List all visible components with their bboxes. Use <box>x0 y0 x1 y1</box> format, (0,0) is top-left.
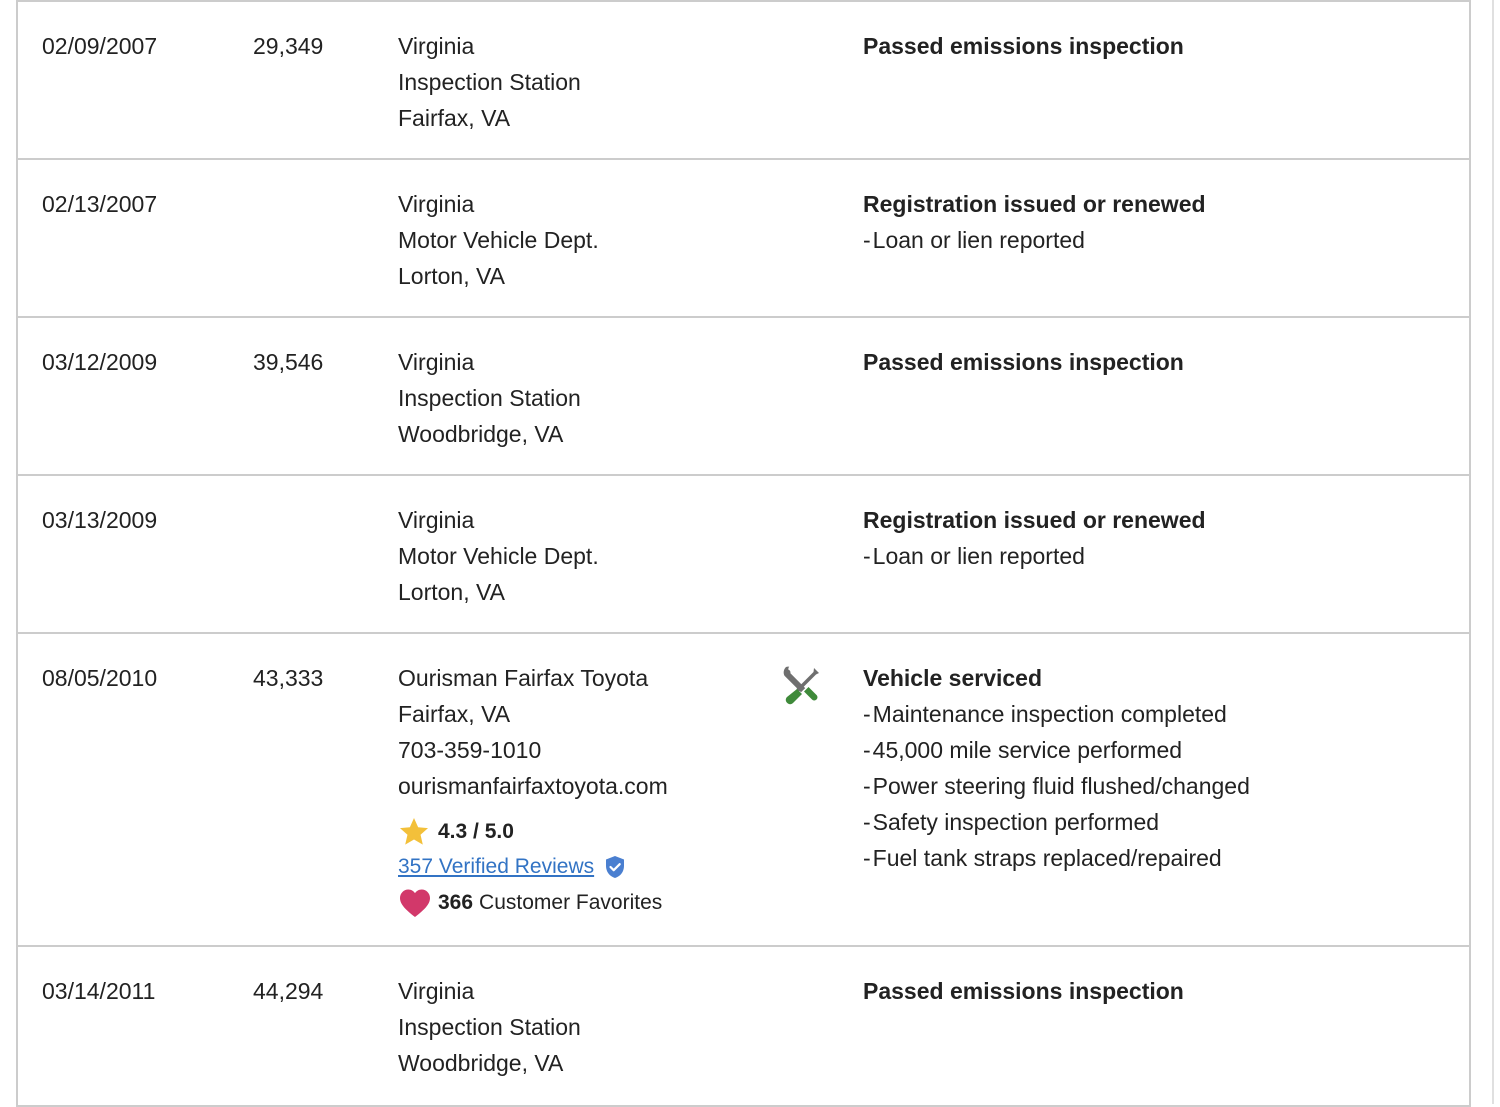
history-row <box>18 476 1469 634</box>
record-details <box>863 28 1184 64</box>
record-mileage: 29,349 <box>253 33 324 59</box>
record-date: 03/13/2009 <box>42 507 158 533</box>
dealer-website[interactable]: ourismanfairfaxtoyota.com <box>398 773 668 799</box>
record-source <box>398 28 581 136</box>
history-row <box>18 318 1469 476</box>
customer-favorites <box>398 884 668 922</box>
record-detail-item: - Power steering fluid flushed/changed <box>863 768 1250 804</box>
dealer-name: Ourisman Fairfax Toyota <box>398 665 649 691</box>
source-line: Virginia <box>398 191 475 217</box>
record-mileage: 43,333 <box>253 665 324 691</box>
history-row <box>18 634 1469 947</box>
record-date: 02/09/2007 <box>42 33 158 59</box>
dealer-rating-block <box>398 814 668 922</box>
source-line: Lorton, VA <box>398 579 505 605</box>
history-row <box>18 160 1469 318</box>
source-line: Motor Vehicle Dept. <box>398 543 599 569</box>
record-source <box>398 186 599 294</box>
record-title: Registration issued or renewed <box>863 507 1206 533</box>
reviews-row <box>398 850 668 884</box>
source-line: Motor Vehicle Dept. <box>398 227 599 253</box>
favorites-count: 366 <box>438 891 474 914</box>
record-details <box>863 660 1250 876</box>
record-date: 03/12/2009 <box>42 349 158 375</box>
record-title: Passed emissions inspection <box>863 349 1184 375</box>
record-title: Passed emissions inspection <box>863 33 1184 59</box>
record-source <box>398 502 599 610</box>
record-title: Registration issued or renewed <box>863 191 1206 217</box>
heart-icon <box>398 887 432 919</box>
record-date: 08/05/2010 <box>42 665 158 691</box>
vehicle-history-table <box>16 0 1471 1107</box>
dealer-rating <box>398 814 668 850</box>
record-details <box>863 973 1184 1009</box>
favorites-label: Customer Favorites <box>479 891 663 914</box>
record-title: Vehicle serviced <box>863 665 1043 691</box>
star-icon <box>398 816 430 848</box>
source-line: Virginia <box>398 507 475 533</box>
source-line: Fairfax, VA <box>398 105 511 131</box>
verified-reviews-link[interactable]: 357 Verified Reviews <box>398 855 595 878</box>
record-mileage: 39,546 <box>253 349 324 375</box>
source-line: Virginia <box>398 33 475 59</box>
record-title: Passed emissions inspection <box>863 978 1184 1004</box>
verified-shield-icon <box>604 855 626 879</box>
source-line: Inspection Station <box>398 385 581 411</box>
dealer-location: Fairfax, VA <box>398 701 511 727</box>
source-line: Virginia <box>398 349 475 375</box>
scrollbar-edge <box>1492 0 1494 1104</box>
record-detail-item: - Safety inspection performed <box>863 804 1250 840</box>
record-source <box>398 660 668 922</box>
history-row <box>18 2 1469 160</box>
source-line: Woodbridge, VA <box>398 421 564 447</box>
record-date: 02/13/2007 <box>42 191 158 217</box>
dealer-phone[interactable]: 703-359-1010 <box>398 737 542 763</box>
source-line: Inspection Station <box>398 1014 581 1040</box>
wrench-screwdriver-icon <box>780 664 824 708</box>
record-source <box>398 973 581 1081</box>
record-detail-item: - Fuel tank straps replaced/repaired <box>863 840 1250 876</box>
service-tools-icon <box>780 664 824 708</box>
rating-value: 4.3 / 5.0 <box>438 820 514 843</box>
source-line: Woodbridge, VA <box>398 1050 564 1076</box>
record-mileage: 44,294 <box>253 978 324 1004</box>
record-details <box>863 186 1206 258</box>
source-line: Inspection Station <box>398 69 581 95</box>
record-detail-item: - Maintenance inspection completed <box>863 696 1250 732</box>
record-date: 03/14/2011 <box>42 978 156 1004</box>
record-detail-item: - 45,000 mile service performed <box>863 732 1250 768</box>
history-row <box>18 947 1469 1107</box>
source-line: Lorton, VA <box>398 263 505 289</box>
record-detail-item: - Loan or lien reported <box>863 222 1206 258</box>
record-details <box>863 502 1206 574</box>
record-details <box>863 344 1184 380</box>
source-line: Virginia <box>398 978 475 1004</box>
record-detail-item: - Loan or lien reported <box>863 538 1206 574</box>
record-source <box>398 344 581 452</box>
